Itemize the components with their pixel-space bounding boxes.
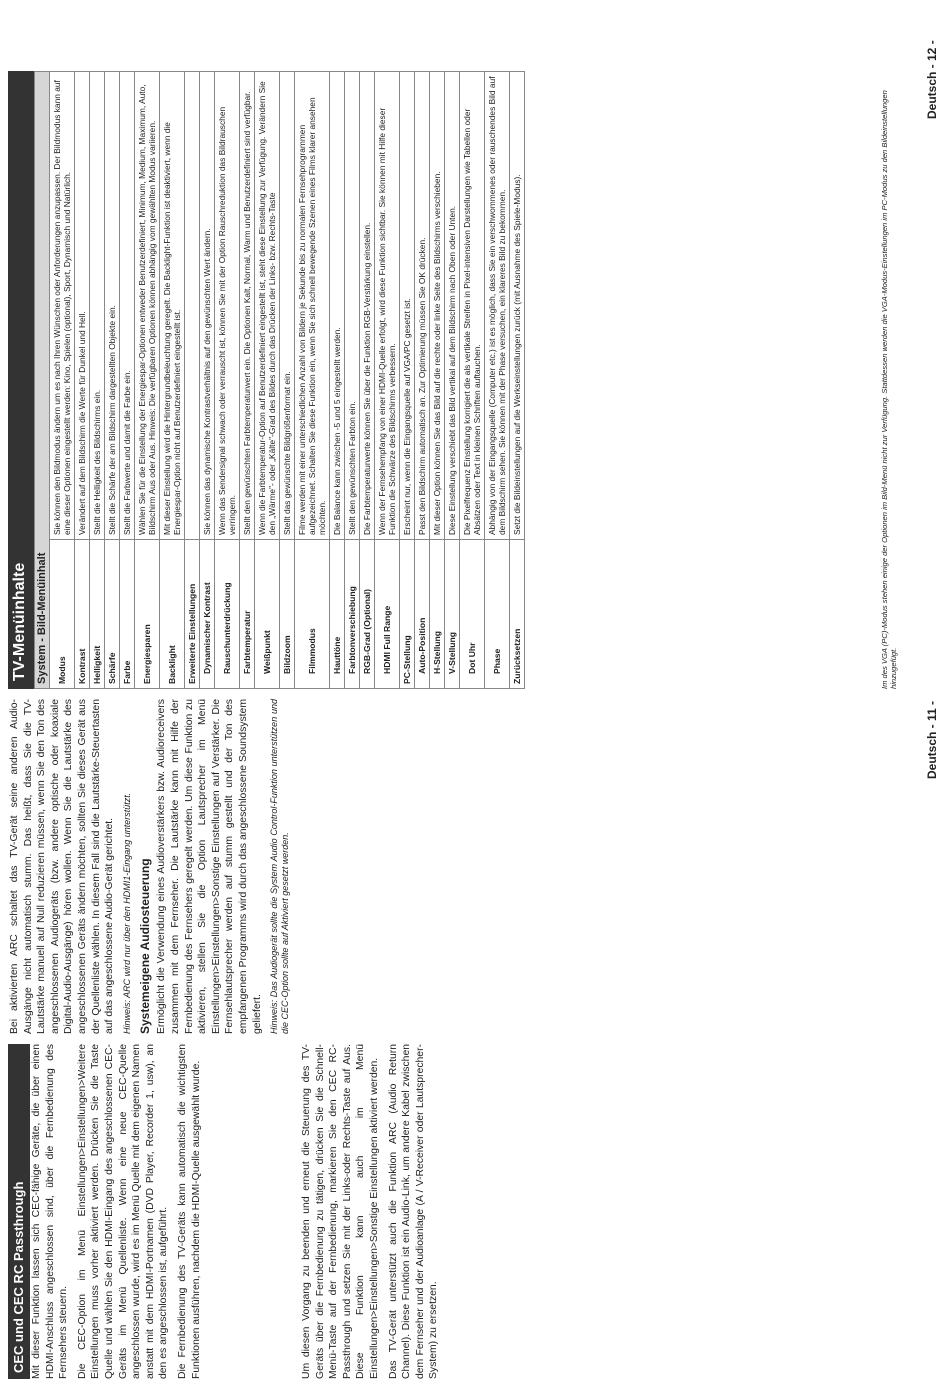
paragraph: Bei aktivierten ARC schaltet das TV-Gerät seine anderen Audio-Ausgänge nicht automatisch stumm. Das heißt, dass Sie die TV-Lautstärke manuell auf Null reduzieren müssen, wenn Sie den Ton des angeschlossenen Audiogeräts (bzw. andere optische oder koaxiale Digital-Audio-Ausgänge) hören wollen. Wenn Sie die Lautstärke des angeschlossenen Geräts ändern möchten, sollten Sie dieses Gerät aus der Quellenliste wählen. In diesem Fall sind die Lautstärke-Steuertasten auf das angeschlossene Audio-Gerät gerichtet. xyxy=(9,699,116,1034)
table-row xyxy=(295,72,330,689)
menu-item-description: Mit dieser Option können Sie das Bild auf die rechte oder linke Seite des Bildschirms verschieben. xyxy=(430,72,445,540)
menu-item-key: Kontrast xyxy=(75,540,90,689)
menu-item-key: Helligkeit xyxy=(90,540,105,689)
footnote: Im des VGA (PC)-Modus stehen einige der Optionen im Bild-Menü nicht zur Verfügung. Stattdessen werden die VGA-Modus-Einstellungen im PC-Modus zu den Bildeinstellungen hinzugefügt. xyxy=(880,90,898,689)
menu-item-description: Wenn der Fernsehempfang von einer HDMI-Quelle erfolgt, wird diese Funktion sichtbar. Sie können mit Hilfe dieser Funktion die Schwärze des Bildschirms verbessern. xyxy=(375,72,400,540)
page-number-right: Deutsch - 12 - xyxy=(925,40,939,119)
table-row xyxy=(360,72,375,689)
menu-item-key: Farbe xyxy=(120,540,135,689)
menu-item-key: Zurücksetzen xyxy=(510,540,525,689)
table-row xyxy=(400,72,415,689)
table-row xyxy=(105,72,120,689)
menu-item-key: Schärfe xyxy=(105,540,120,689)
menu-item-description: Sie können das dynamische Kontrastverhältnis auf den gewünschten Wert ändern. xyxy=(200,72,215,540)
paragraph: Um diesen Vorgang zu beenden und erneut die Steuerung des TV-Geräts über die Fernbedienung zu tätigen, drücken Sie die Schnell-Menü-Taste auf der Fernbedienung, markieren Sie den CEC RC-Passthrough und setzen Sie mit der Links-oder Rechts-Taste auf Aus. Diese Funktion kann auch im Menü Einstellungen>Einstellungen>Sonstige Einstellungen aktiviert werden. xyxy=(301,1044,380,1379)
menu-item-description: Verändert auf dem Bildschirm die Werte für Dunkel und Hell. xyxy=(75,72,90,540)
paragraph: Die CEC-Option im Menü Einstellungen>Einstellungen>Weitere Einstellungen muss vorher aktiviert werden. Drücken Sie die Taste Quelle und wählen Sie den HDMI-Eingang des angeschlossenen CEC-Geräts im Menü Quellenliste. Wenn eine neue CEC-Quelle angeschlossen wurde, wird es im Menü Quelle mit dem eigenen Namen anstatt mit dem HDMI-Portnamen (DVD Player, Recorder 1, usw), an den es angeschlossen ist, aufgeführt. xyxy=(76,1044,170,1379)
menu-item-key: RGB-Grad (Optional) xyxy=(360,540,375,689)
table-section-header: System - Bild-Menüinhalt xyxy=(35,72,50,689)
menu-item-description: Die Balance kann zwischen -5 und 5 eingestellt werden. xyxy=(330,72,345,540)
table-row xyxy=(510,72,525,689)
note-audio: Hinweis: Das Audiogerät sollte die System Audio Control-Funktion unterstützen und die CEC-Option sollte auf Aktiviert gesetzt werden. xyxy=(269,699,291,1034)
menu-table xyxy=(34,71,525,689)
paragraph: Die Fernbedienung des TV-Geräts kann automatisch die wichtigsten Funktionen ausführen, nachdem die HDMI-Quelle ausgewählt wurde. xyxy=(176,1044,202,1379)
menu-item-key: H-Stellung xyxy=(430,540,445,689)
menu-item-key: Weißpunkt xyxy=(255,540,280,689)
table-row xyxy=(430,72,445,689)
menu-item-description: Abhängig von der Eingangsquelle (Computer etc.) ist es möglich, dass Sie ein verschwommenes oder rauschendes Bild auf dem Bildschirm sehen. Sie können mit der Phase versuchen, ein klareres Bild zu bekommen. xyxy=(485,72,510,540)
menu-item-description: Stellt das gewünschte Bildgrößenformat ein. xyxy=(280,72,295,540)
menu-item-description: Stellt die Helligkeit des Bildschirms ein. xyxy=(90,72,105,540)
table-row xyxy=(200,72,215,689)
table-row xyxy=(240,72,255,689)
menu-item-description: Stellt den gewünschten Farbtemperaturwert ein. Die Optionen Kalt, Normal, Warm und Benutzerdefiniert sind verfügbar. xyxy=(240,72,255,540)
menu-item-key: Hauttöne xyxy=(330,540,345,689)
table-row xyxy=(280,72,295,689)
menu-item-description: Die Pixelfrequenz Einstellung korrigiert die als vertikale Streifen in Pixel-intensiven Darstellungen wie Tabellen oder Absätzen oder Text in kleinen Schriften auftauchen. xyxy=(460,72,485,540)
menu-item-key: Phase xyxy=(485,540,510,689)
table-row xyxy=(160,72,185,689)
table-row xyxy=(135,72,160,689)
menu-item-description: Die Farbtemperaturwerte können Sie über die Funktion RGB-Verstärkung einstellen. xyxy=(360,72,375,540)
menu-item-description: Stellt den gewünschten Farbton ein. xyxy=(345,72,360,540)
paragraph: Das TV-Gerät unterstützt auch die Funktion ARC (Audio Return Channel). Diese Funktion ist ein Audio-Link, um andere Kabel zwischen dem Fernseher und der Audioanlage (A / V-Receiver oder Lautsprecher-System) zu ersetzen. xyxy=(387,1044,440,1379)
table-row xyxy=(50,72,75,689)
table-row xyxy=(255,72,280,689)
left-col-1 xyxy=(30,1044,208,1379)
table-row xyxy=(330,72,345,689)
menu-item-description: Setzt die Bildeinstellungen auf die Werkseinstellungen zurück (mit Ausnahme des Spiele-Modus). xyxy=(510,72,525,540)
menu-item-key: Dynamischer Kontrast xyxy=(200,540,215,689)
table-row xyxy=(185,72,200,689)
left-page xyxy=(0,690,950,1379)
menu-item-description: Wenn die Farbtemperatur-Option auf Benutzerdefiniert eingestellt ist, steht diese Einstellung zur Verfügung. Verändern Sie den „Wärme"- oder „Kälte"-Grad des Bildes durch das Drücken der Links- bzw. Rechts-Taste xyxy=(255,72,280,540)
table-row xyxy=(90,72,105,689)
note-arc: Hinweis: ARC wird nur über den HDMI1-Eingang unterstützt. xyxy=(121,792,132,1034)
table-row xyxy=(375,72,400,689)
menu-item-key: Backlight xyxy=(160,540,185,689)
paragraph: Mit dieser Funktion lassen sich CEC-fähige Geräte, die über einen HDMI-Anschluss angeschlossen sind, über die Fernbedienung des Fernsehers steuern. xyxy=(31,1044,70,1379)
menu-item-key: Filmmodus xyxy=(295,540,330,689)
menu-item-key: Dot Uhr xyxy=(460,540,485,689)
menu-item-description: Stellt die Farbwerte und damit die Farbe ein. xyxy=(120,72,135,540)
left-page-title: CEC und CEC RC Passthrough xyxy=(8,1044,30,1379)
menu-item-description: Sie können den Bildmodus ändern um es nach Ihren Wünschen oder Anforderungen anzupassen. Der Bildmodus kann auf eine dieser Optionen eingestellt werden: Kino, Spielen (optional), Sport, Dynamisch und Natürlich. xyxy=(50,72,75,540)
menu-item-description: Passt den Bildschirm automatisch an. Zur Optimierung müssen Sie OK drücken. xyxy=(415,72,430,540)
menu-item-description: Mit dieser Einstellung wird die Hintergrundbeleuchtung geregelt. Die Backlight-Funktion ist deaktiviert, wenn die Energiespar-Option nicht auf Benutzerdefiniert eingestellt ist. xyxy=(160,72,185,540)
paragraph: Ermöglicht die Verwendung eines Audioverstärkers bzw. Audioreceivers zusammen mit dem Fernseher. Die Lautstärke kann mit Hilfe der Fernbedienung des Fernsehers geregelt werden. Um diese Funktion zu aktivieren, stellen Sie die Option Lautsprecher im Menü Einstellungen>Einstellungen>Sonstige Einstellungen auf Verstärker. Die Fernsehlautsprecher werden auf stumm gestellt und der Ton des empfangenen Programms wird durch das angeschlossene Soundsystem geliefert. xyxy=(156,699,263,1034)
menu-item-key: Bildzoom xyxy=(280,540,295,689)
left-col-1b xyxy=(300,1044,446,1379)
section-heading: Systemeigene Audiosteuerung xyxy=(137,858,152,1034)
table-row xyxy=(345,72,360,689)
menu-item-key: Erweiterte Einstellungen xyxy=(185,540,200,689)
table-row xyxy=(460,72,485,689)
table-row xyxy=(120,72,135,689)
menu-item-description: Wenn das Sendersignal schwach oder verrauscht ist, können Sie mit der Option Rauschreduktion das Bildrauschen verringern. xyxy=(215,72,240,540)
table-row xyxy=(215,72,240,689)
menu-item-key: Rauschunterdrückung xyxy=(215,540,240,689)
menu-item-description: Erscheint nur, wenn die Eingangsquelle auf VGA/PC gesetzt ist. xyxy=(400,72,415,540)
menu-item-key: Farbtonverschiebung xyxy=(345,540,360,689)
menu-item-key: HDMI Full Range xyxy=(375,540,400,689)
table-row xyxy=(445,72,460,689)
menu-item-description: Stellt die Schärfe der am Bildschirm dargestellten Objekte ein. xyxy=(105,72,120,540)
menu-item-description: Wählen Sie für die Einstellung der Energiespar-Optionen entweder Benutzerdefiniert, Minimum, Medium, Maximum, Auto, Bildschirm Aus oder Aus. Hinweis: Die verfügbaren Optionen können abhängig vom gewählten Modus variieren. xyxy=(135,72,160,540)
right-page xyxy=(0,0,950,689)
table-row xyxy=(485,72,510,689)
menu-item-key: Auto-Position xyxy=(415,540,430,689)
menu-item-key: Modus xyxy=(50,540,75,689)
menu-item-key: Energiesparen xyxy=(135,540,160,689)
menu-item-description: Diese Einstellung verschiebt das Bild vertikal auf dem Bildschirm nach Oben oder Unten. xyxy=(445,72,460,540)
menu-item-key: Farbtemperatur xyxy=(240,540,255,689)
table-row xyxy=(415,72,430,689)
table-row xyxy=(75,72,90,689)
menu-item-key: PC-Stellung xyxy=(400,540,415,689)
menu-item-description: Filme werden mit einer unterschiedlichen Anzahl von Bildern je Sekunde bis zu normalen Fernsehprogrammen aufgezeichnet. Schalten Sie diese Funktion ein, wenn Sie sich schnell bewegende Szenen eines Films klarer ansehen möchten. xyxy=(295,72,330,540)
menu-item-key: V-Stellung xyxy=(445,540,460,689)
right-page-title: TV-Menüinhalte xyxy=(8,71,34,689)
left-col-2 xyxy=(8,699,296,1034)
menu-item-description xyxy=(185,72,200,540)
page-number-left: Deutsch - 11 - xyxy=(925,700,939,779)
